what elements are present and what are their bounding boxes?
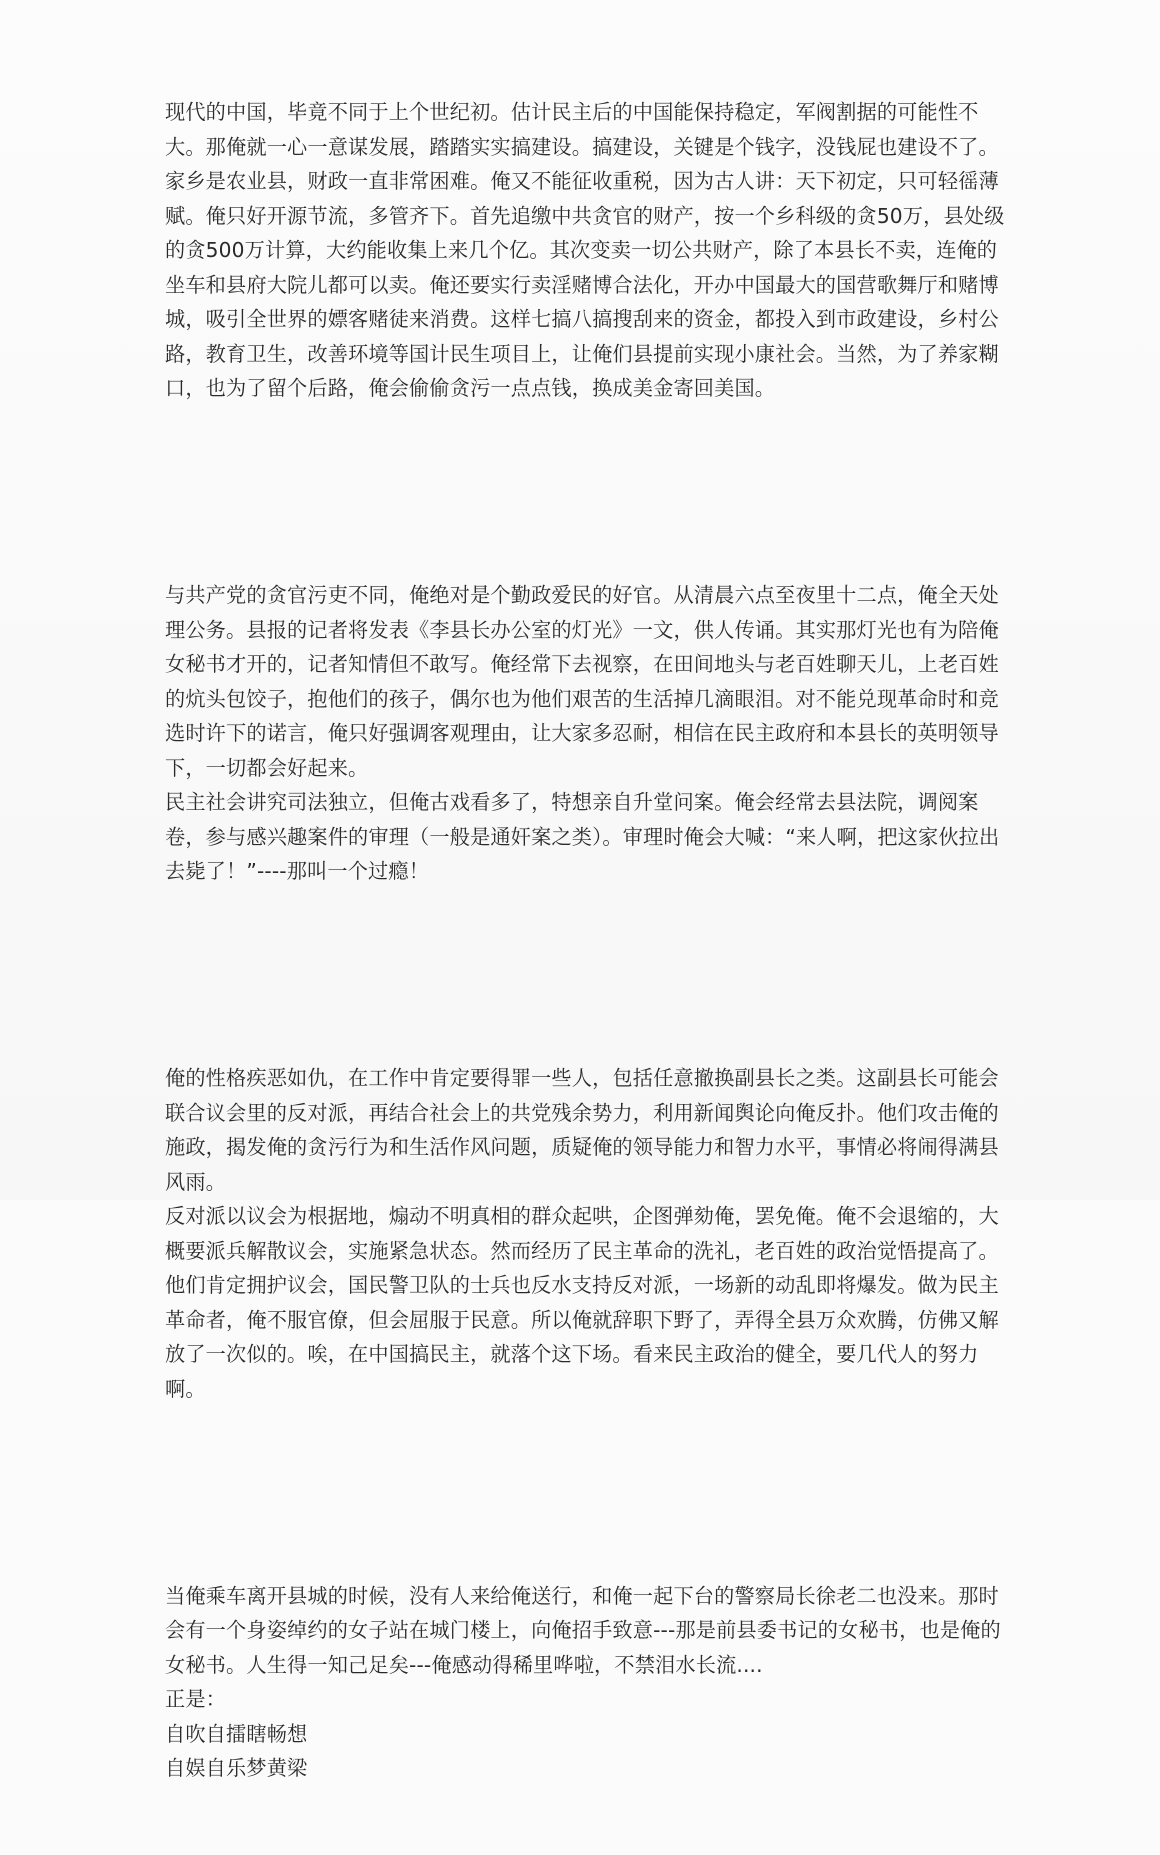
paragraph-4: 当俺乘车离开县城的时候，没有人来给俺送行，和俺一起下台的警察局长徐老二也没来。那时会有一个身姿绰约的女子站在城门楼上，向俺招手致意---那是前县委书记的女秘书，也是俺的女秘书。人生得一知己足矣---俺感动得稀里哗啦，不禁泪水长流.... 正是： 自吹自擂瞎畅想 自娱自乐梦黄梁 [165,1583,1001,1780]
document-text [165,26,1005,1855]
paragraph-1: 现代的中国，毕竟不同于上个世纪初。估计民主后的中国能保持稳定，军阀割据的可能性不大。那俺就一心一意谋发展，踏踏实实搞建设。搞建设，关键是个钱字，没钱屁也建设不了。家乡是农业县，财政一直非常困难。俺又不能征收重税，因为古人讲：天下初定，只可轻徭薄赋。俺只好开源节流，多管齐下。首先追缴中共贪官的财产，按一个乡科级的贪50万，县处级的贪500万计算，大约能收集上来几个亿。其次变卖一切公共财产，除了本县长不卖，连俺的坐车和县府大院儿都可以卖。俺还要实行卖淫赌博合法化，开办中国最大的国营歌舞厅和赌博城，吸引全世界的嫖客赌徒来消费。这样七搞八搞搜刮来的资金，都投入到市政建设，乡村公路，教育卫生，改善环境等国计民生项目上，让俺们县提前实现小康社会。当然，为了养家糊口，也为了留个后路，俺会偷偷贪污一点点钱，换成美金寄回美国。 [165,100,1005,400]
paragraph-gap [165,958,1005,993]
paragraph-gap [165,475,1005,510]
paragraph-2: 与共产党的贪官污吏不同，俺绝对是个勤政爱民的好官。从清晨六点至夜里十二点，俺全天处理公务。县报的记者将发表《李县长办公室的灯光》一文，供人传诵。其实那灯光也有为陪俺女秘书才开的，记者知情但不敢写。俺经常下去视察，在田间地头与老百姓聊天儿，上老百姓的炕头包饺子，抱他们的孩子，偶尔也为他们艰苦的生活掉几滴眼泪。对不能兑现革命时和竞选时许下的诺言，俺只好强调客观理由，让大家多忍耐，相信在民主政府和本县长的英明领导下，一切都会好起来。 民主社会讲究司法独立，但俺古戏看多了，特想亲自升堂问案。俺会经常去县法院，调阅案卷，参与感兴趣案件的审理（一般是通奸案之类）。审理时俺会大喊：“来人啊，把这家伙拉出去毙了！”----那叫一个过瘾！ [165,583,1000,883]
paragraph-gap [165,1475,1005,1510]
paragraph-3: 俺的性格疾恶如仇，在工作中肯定要得罪一些人，包括任意撤换副县长之类。这副县长可能会联合议会里的反对派，再结合社会上的共党残余势力，利用新闻舆论向俺反扑。他们攻击俺的施政，揭发俺的贪污行为和生活作风问题，质疑俺的领导能力和智力水平，事情必将闹得满县风雨。 反对派以议会为根据地，煽动不明真相的群众起哄，企图弹劾俺，罢免俺。俺不会退缩的，大概要派兵解散议会，实施紧急状态。然而经历了民主革命的洗礼，老百姓的政治觉悟提高了。他们肯定拥护议会，国民警卫队的士兵也反水支持反对派，一场新的动乱即将爆发。做为民主革命者，俺不服官僚，但会屈服于民意。所以俺就辞职下野了，弄得全县万众欢腾，仿佛又解放了一次似的。唉，在中国搞民主，就落个这下场。看来民主政治的健全，要几代人的努力啊。 [165,1066,999,1401]
